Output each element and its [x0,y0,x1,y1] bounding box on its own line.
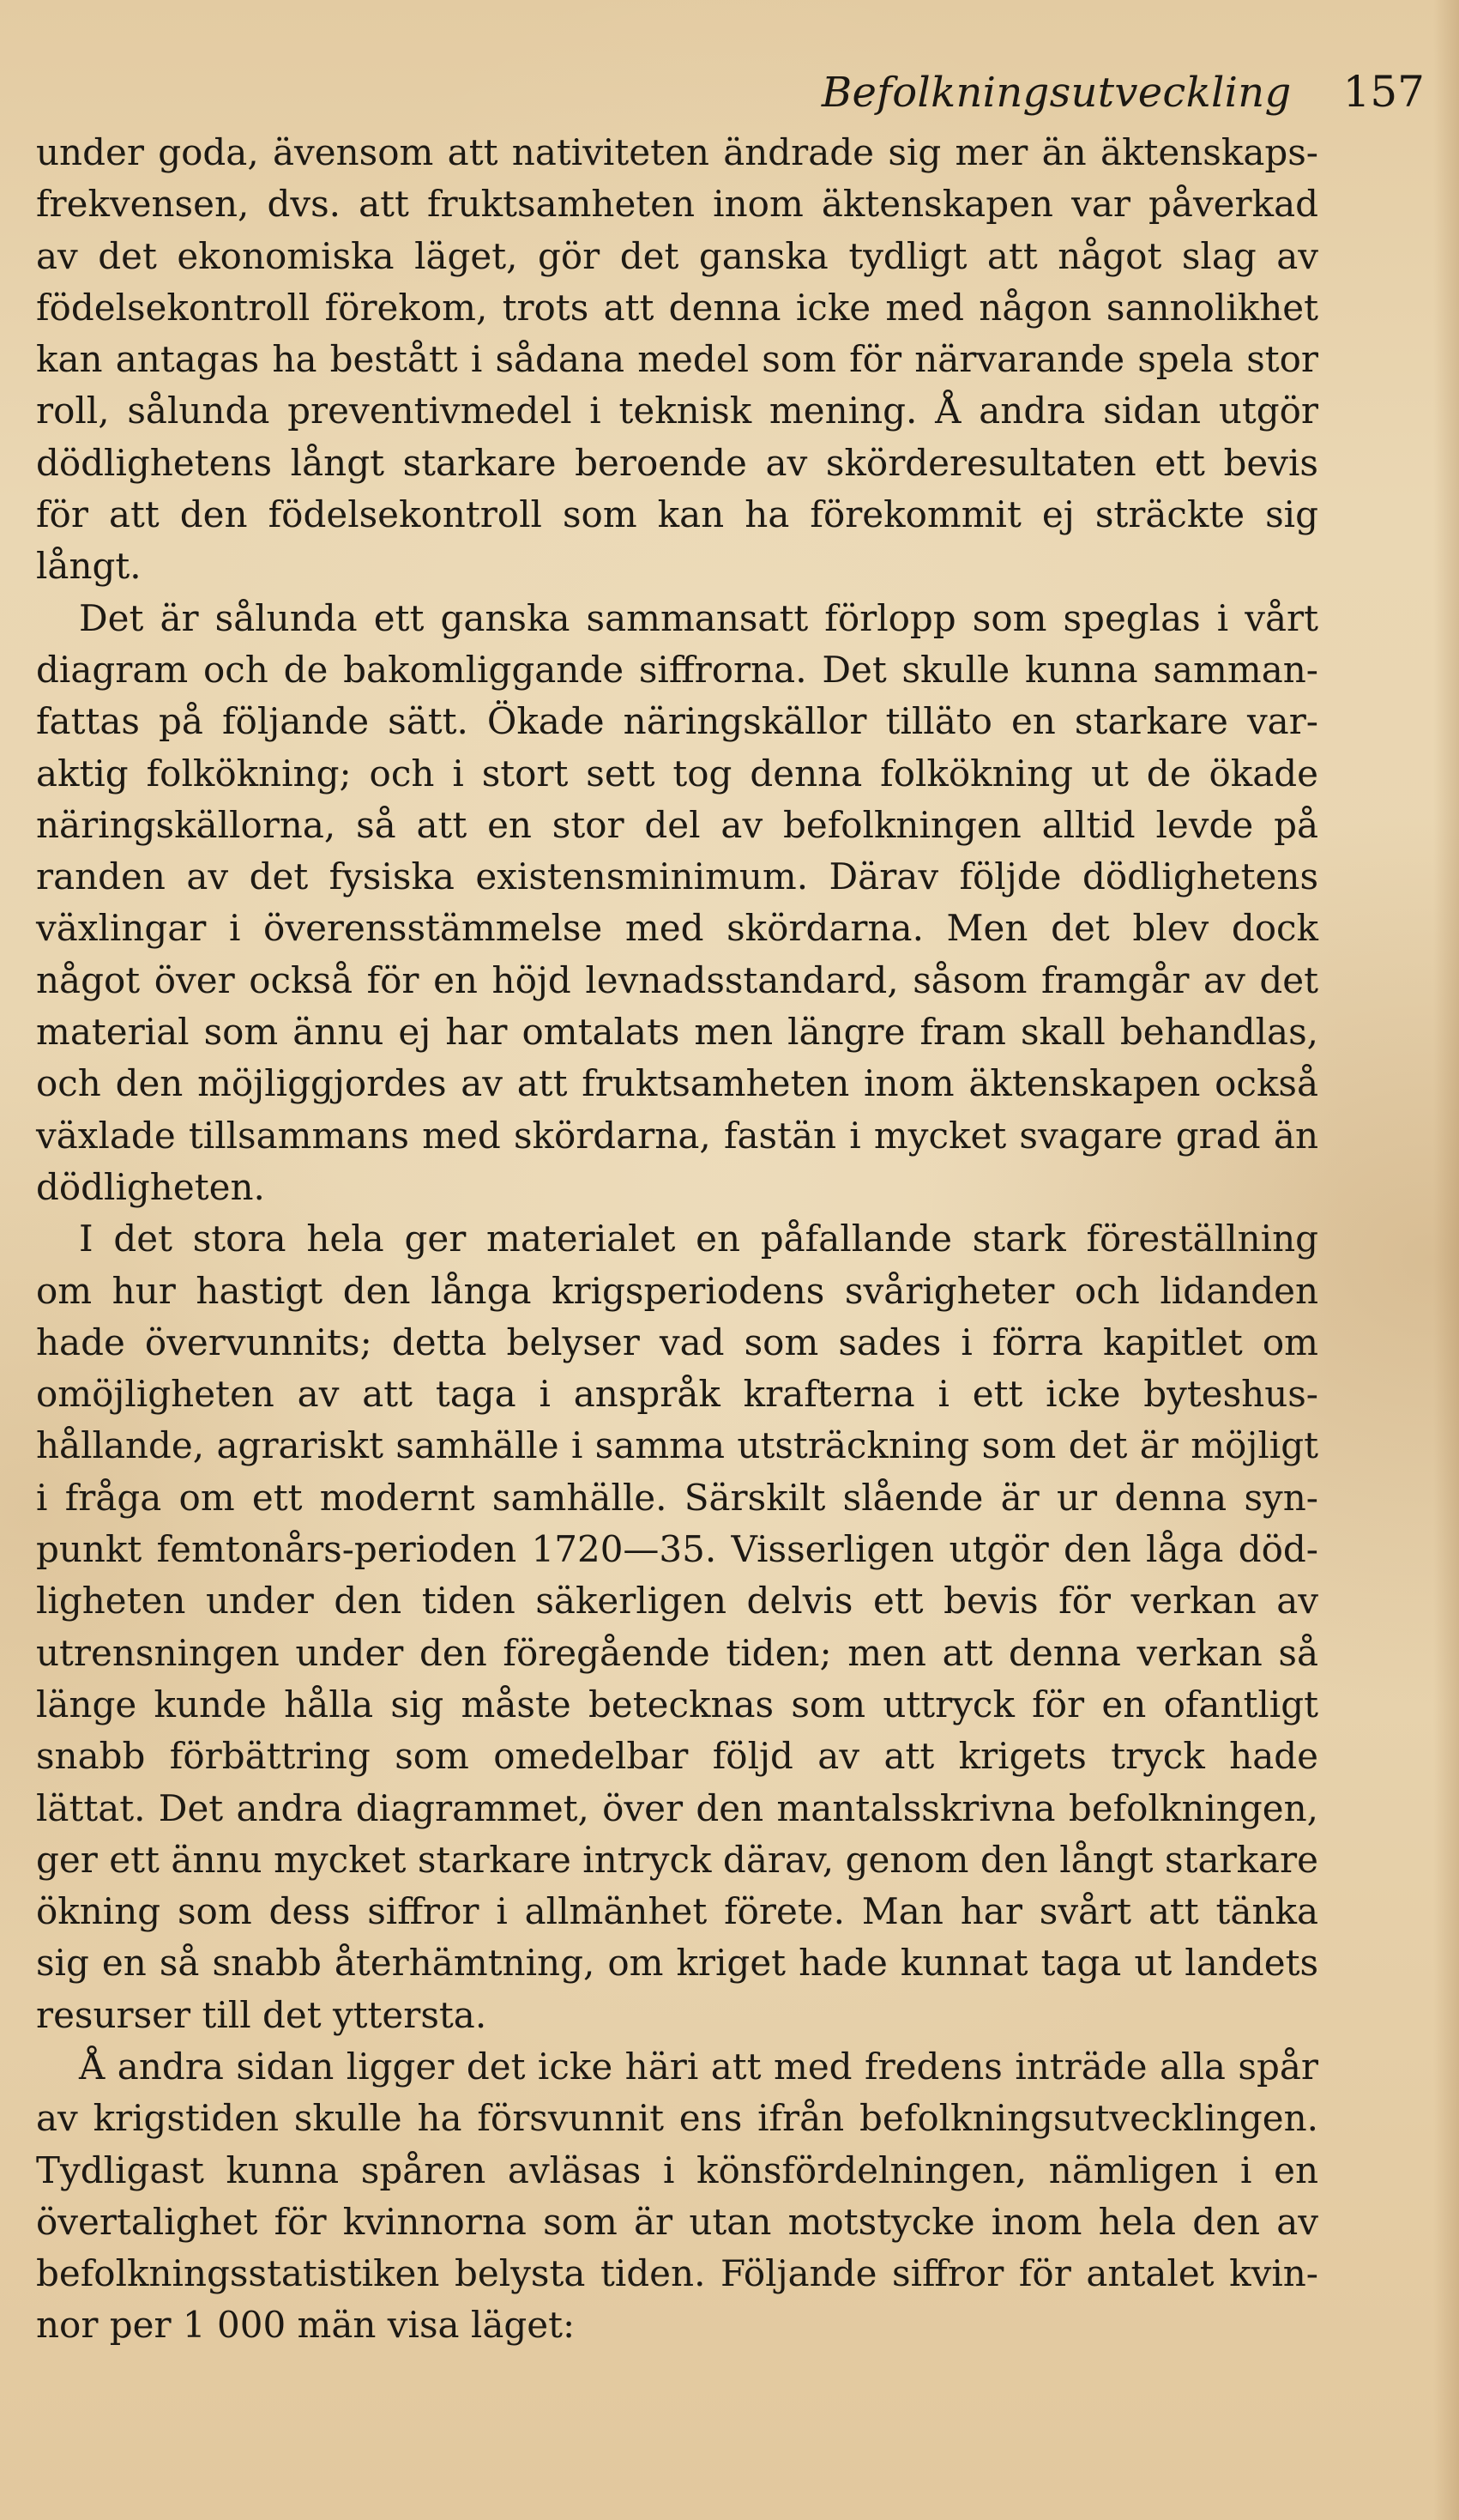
text-line: födelsekontroll förekom, trots att denna icke med någon sannolikhet [36,286,1318,329]
text-line: frekvensen, dvs. att fruktsamheten inom äktenskapen var påverkad [36,183,1318,226]
text-line: dödligheten. [36,1165,265,1208]
text-line: för att den födelsekontroll som kan ha förekommit ej sträckte sig [36,493,1318,536]
text-line: nor per 1 000 män visa läget: [36,2304,576,2347]
text-line: ökning som dess siffror i allmänhet förete. Man har svårt att tänka [36,1890,1318,1933]
text-line: sig en så snabb återhämtning, om kriget hade kunnat taga ut landets [36,1942,1318,1985]
text-line: Tydligast kunna spåren avläsas i könsfördelningen, nämligen i en [36,2148,1318,2191]
text-line: ligheten under den tiden säkerligen delvis ett bevis för verkan av [36,1580,1318,1623]
text-line: av det ekonomiska läget, gör det ganska tydligt att något slag av [36,234,1318,277]
paragraph [36,2041,1318,2352]
text-line: befolkningsstatistiken belysta tiden. Följande siffror för antalet kvin- [36,2252,1318,2295]
text-line: randen av det fysiska existensminimum. Därav följde dödlighetens [36,855,1318,898]
text-line: punkt femtonårs-perioden 1720—35. Visserligen utgör den låga död- [36,1528,1318,1571]
text-line: omöjligheten av att taga i anspråk krafterna i ett icke byteshus- [36,1373,1318,1416]
text-line: utrensningen under den föregående tiden; men att denna verkan så [36,1631,1318,1674]
page-edge-shading [1433,0,1459,2520]
page-number: 157 [1342,67,1425,117]
text-line: växlade tillsammans med skördarna, fastän i mycket svagare grad än [36,1114,1318,1157]
text-line: Å andra sidan ligger det icke häri att med fredens inträde alla spår [79,2045,1318,2088]
text-line: näringskällorna, så att en stor del av befolkningen alltid levde på [36,803,1318,846]
text-line: länge kunde hålla sig måste betecknas som uttryck för en ofantligt [36,1683,1318,1725]
text-line: diagram och de bakomliggande siffrorna. Det skulle kunna samman- [36,648,1318,691]
text-line: resurser till det yttersta. [36,1993,487,2036]
text-line: lättat. Det andra diagrammet, över den mantalsskrivna befolkningen, [36,1786,1318,1829]
text-line: Det är sålunda ett ganska sammansatt förlopp som speglas i vårt [79,596,1318,639]
paragraph [36,593,1318,1214]
running-title: Befolkningsutveckling [821,69,1292,117]
text-line: i fråga om ett modernt samhälle. Särskilt slående är ur denna syn- [36,1476,1318,1519]
text-line: hållande, agrariskt samhälle i samma utsträckning som det är möjligt [36,1424,1318,1467]
text-line: dödlighetens långt starkare beroende av skörderesultaten ett bevis [36,441,1318,484]
body-text [36,127,1318,2352]
text-line: övertalighet för kvinnorna som är utan motstycke inom hela den av [36,2200,1318,2243]
text-line: hade övervunnits; detta belyser vad som sades i förra kapitlet om [36,1320,1318,1363]
text-line: något över också för en höjd levnadsstandard, såsom framgår av det [36,958,1318,1001]
paragraph [36,127,1318,593]
text-line: växlingar i överensstämmelse med skördarna. Men det blev dock [36,907,1318,950]
text-line: om hur hastigt den långa krigsperiodens svårigheter och lidanden [36,1269,1318,1312]
paragraph [36,1213,1318,2041]
text-line: ger ett ännu mycket starkare intryck därav, genom den långt starkare [36,1838,1318,1881]
text-line: och den möjliggjordes av att fruktsamheten inom äktenskapen också [36,1062,1318,1105]
text-line: aktig folkökning; och i stort sett tog denna folkökning ut de ökade [36,752,1318,795]
text-line: material som ännu ej har omtalats men längre fram skall behandlas, [36,1011,1318,1054]
text-line: kan antagas ha bestått i sådana medel som för närvarande spela stor [36,338,1318,381]
text-line: I det stora hela ger materialet en påfallande stark föreställning [79,1218,1318,1260]
running-header [34,67,1425,118]
text-line: av krigstiden skulle ha försvunnit ens ifrån befolkningsutvecklingen. [36,2097,1318,2140]
text-line: snabb förbättring som omedelbar följd av att krigets tryck hade [36,1735,1318,1778]
text-line: under goda, ävensom att nativiteten ändrade sig mer än äktenskaps- [36,131,1318,173]
text-line: roll, sålunda preventivmedel i teknisk mening. Å andra sidan utgör [36,390,1318,432]
text-line: långt. [36,545,142,588]
text-line: fattas på följande sätt. Ökade näringskällor tilläto en starkare var- [36,700,1318,743]
